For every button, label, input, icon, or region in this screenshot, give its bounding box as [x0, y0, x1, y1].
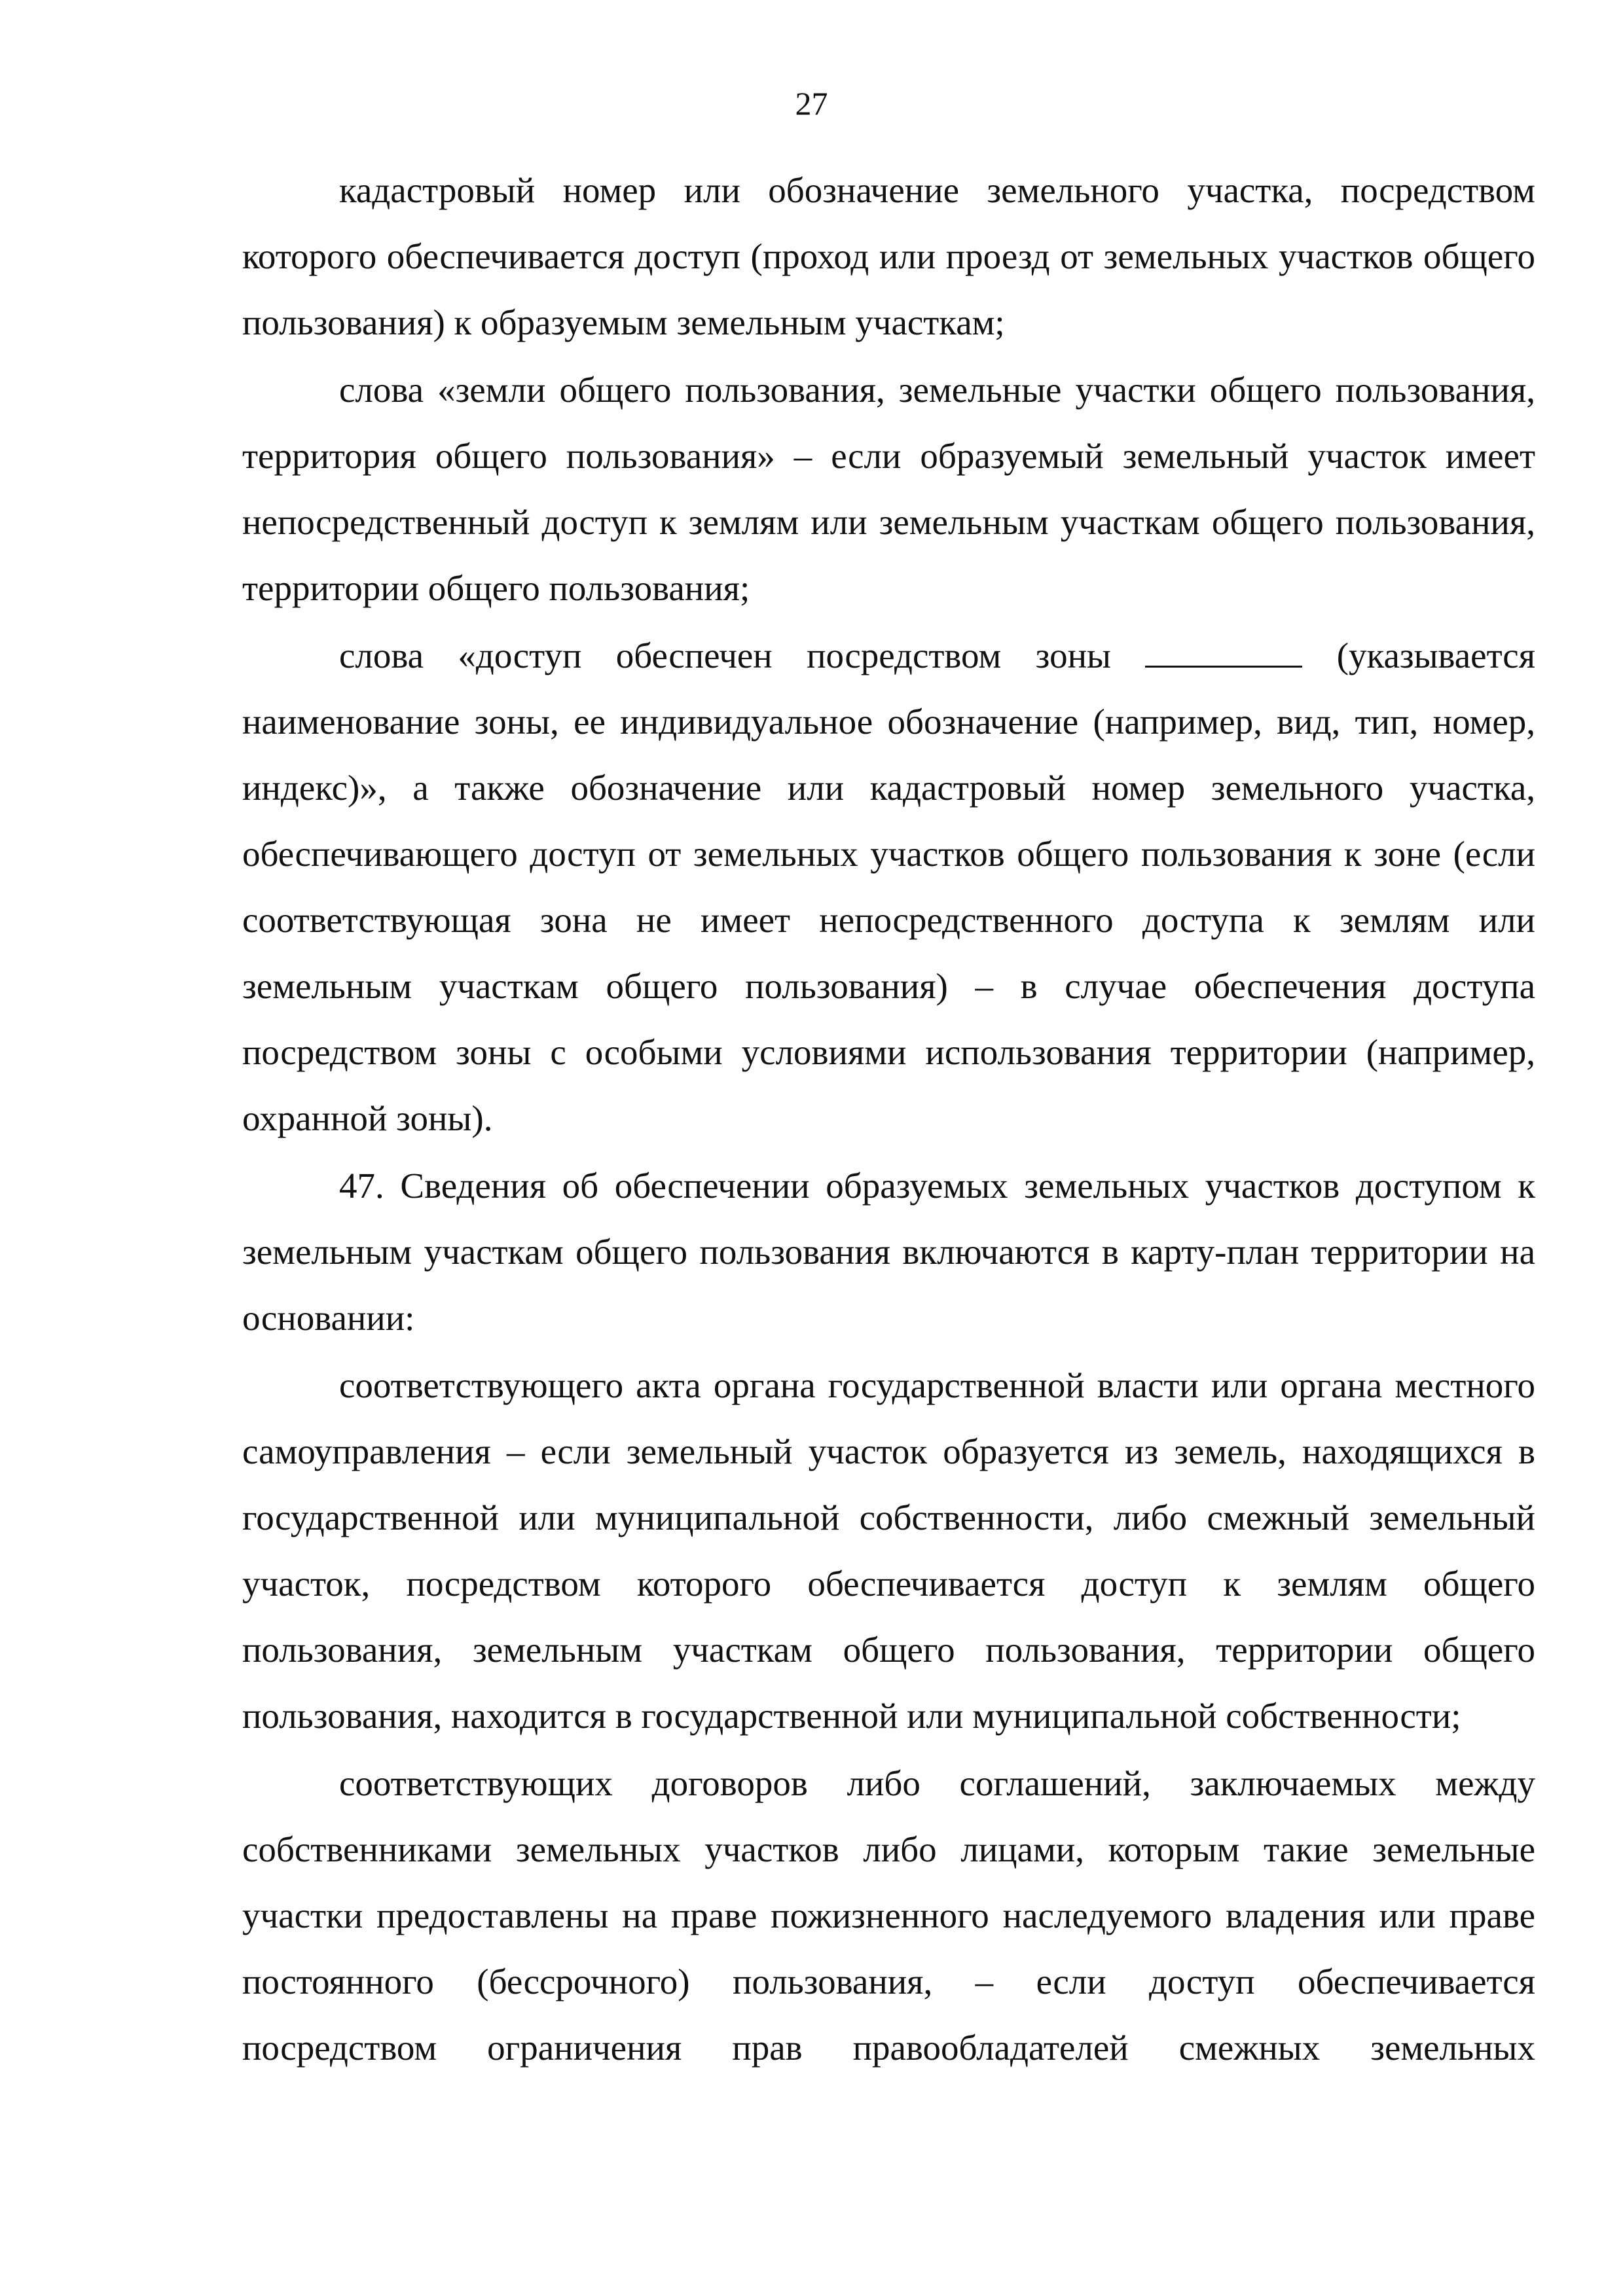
paragraph-public-land-words: слова «земли общего пользования, земельные участки общего пользования, территория общего пользования» – если образуемый земельный участок имеет непосредственный доступ к землям или земельным участкам общего пользования, территории общего пользования;: [242, 370, 1535, 608]
document-body: [242, 157, 1535, 2081]
fill-in-blank-line: [1145, 637, 1302, 668]
zone-access-text-before-blank: слова «доступ обеспечен посредством зоны: [339, 636, 1111, 675]
page-number: 27: [795, 85, 828, 122]
paragraph-owners-agreements: соответствующих договоров либо соглашений, заключаемых между собственниками земельных участков либо лицами, которым такие земельные участки предоставлены на праве пожизненного наследуемого владения или праве постоянного (бессрочного) пользования, – если доступ обеспечивается посредством ограничения прав правообладателей смежных земельных: [242, 1763, 1535, 2068]
paragraph-zone-access-words: [242, 622, 1535, 1151]
paragraph-state-authority-act: соответствующего акта органа государственной власти или органа местного самоуправления – если земельный участок образуется из земель, находящихся в государственной или муниципальной собственности, либо смежный земельный участок, посредством которого обеспечивается доступ к землям общего пользования, земельным участкам общего пользования, территории общего пользования, находится в государственной или муниципальной собственности;: [242, 1365, 1535, 1736]
paragraph-47-access-information: 47. Сведения об обеспечении образуемых земельных участков доступом к земельным участкам общего пользования включаются в карту-план территории на основании:: [242, 1166, 1535, 1338]
zone-access-text-after-blank: (указывается наименование зоны, ее индивидуальное обозначение (например, вид, тип, номер, индекс)», а также обозначение или кадастровый номер земельного участка, обеспечивающего доступ от земельных участков общего пользования к зоне (если соответствующая зона не имеет непосредственного доступа к землям или земельным участкам общего пользования) – в случае обеспечения доступа посредством зоны с особыми условиями использования территории (например, охранной зоны).: [242, 636, 1536, 1138]
paragraph-cadastral-number: кадастровый номер или обозначение земельного участка, посредством которого обеспечивается доступ (проход или проезд от земельных участков общего пользования) к образуемым земельным участкам;: [242, 170, 1535, 342]
